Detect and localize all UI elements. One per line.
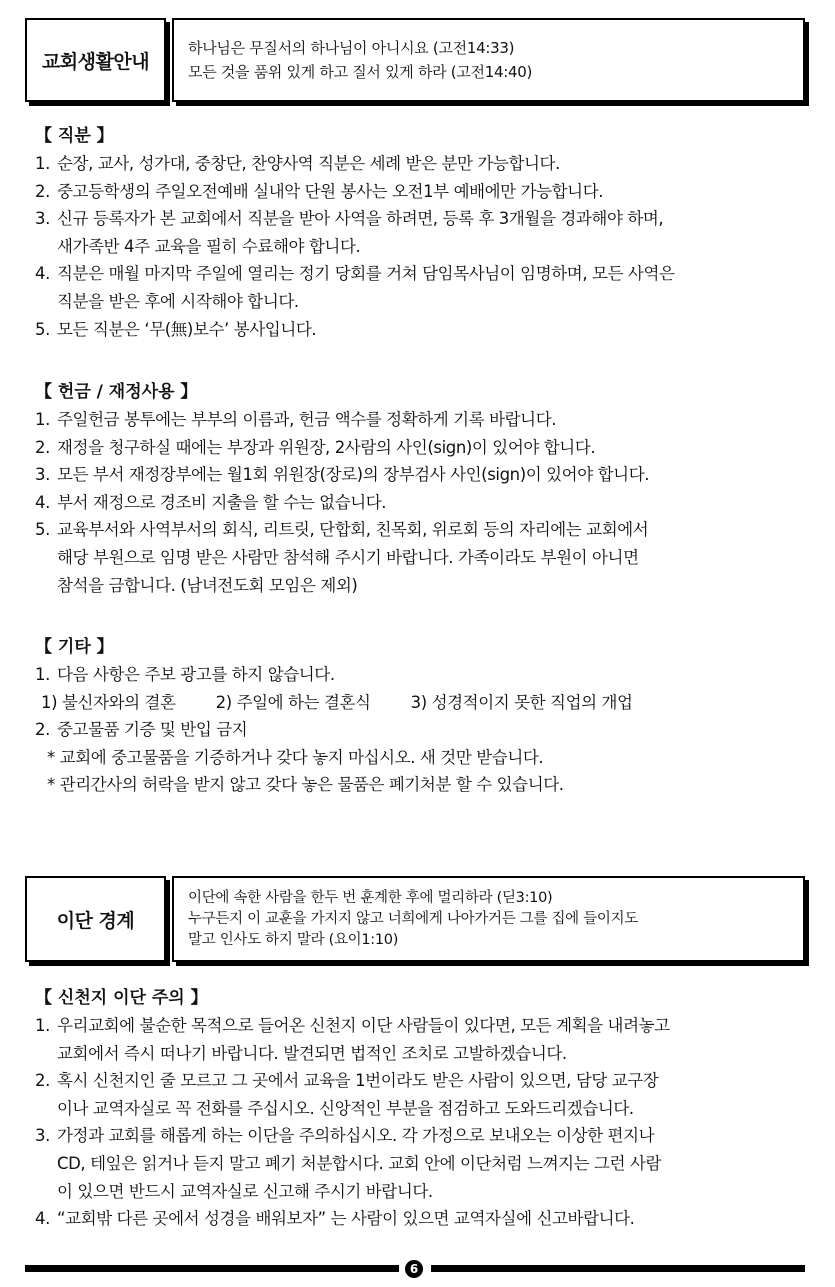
list-item [35,150,815,178]
scripture-quote-box [172,18,805,102]
item-text: 다음 사항은 주보 광고를 하지 않습니다. [57,665,335,684]
section-title: 【 헌금 / 재정사용 】 [35,382,198,402]
list-item [35,461,815,489]
item-text: 직분을 받은 후에 시작해야 합니다. [57,291,299,311]
item-text: 이나 교역자실로 꼭 전화를 주십시오. 신앙적인 부분을 점검하고 도와드리겠습니다. [57,1098,634,1118]
item-number: 4. [35,492,50,512]
list-item [35,1012,815,1067]
item-number: 3. [35,465,50,485]
item-text: 가정과 교회를 해롭게 하는 이단을 주의하십시오. 각 가정으로 보내오는 이상한 편지나 [57,1126,655,1146]
item-number: 4. [35,1209,50,1229]
item-text: 교회에서 즉시 떠나기 바랍니다. 발견되면 법적인 조치로 고발하겠습니다. [57,1043,567,1063]
item-text: 순장, 교사, 성가대, 중창단, 찬양사역 직분은 세례 받은 분만 가능합니다. [57,154,560,173]
item-text: 중고등학생의 주일오전예배 실내악 단원 봉사는 오전1부 예배에만 가능합니다. [57,181,604,201]
item-number: 5. [35,319,50,339]
header-church-life-guide [25,18,805,102]
section-offering-finance [35,378,815,599]
list-item [35,434,815,462]
section-title: 【 기타 】 [35,637,114,657]
sub-item: 1) 불신자와의 결혼 [41,692,176,712]
item-text: 직분은 매월 마지막 주일에 열리는 정기 당회를 거쳐 담임목사님이 임명하며, 모든 사역은 [57,264,675,284]
item-text: 신규 등록자가 본 교회에서 직분을 받아 사역을 하려면, 등록 후 3개월을 경과해야 하며, [57,209,664,229]
item-number: 5. [35,520,50,540]
item-number: 1. [35,154,50,173]
item-text: 부서 재정으로 경조비 지출을 할 수는 없습니다. [57,492,387,512]
page-number: 6 [405,1260,423,1278]
quote-line: 하나님은 무질서의 하나님이 아니시요 (고전14:33) [188,39,515,57]
note-line: * 관리간사의 허락을 받지 않고 갖다 놓은 물품은 폐기처분 할 수 있습니다. [47,775,564,795]
item-number: 2. [35,720,50,740]
item-number: 1. [35,410,50,429]
item-text: 해당 부원으로 임명 받은 사람만 참석해 주시기 바랍니다. 가족이라도 부원이 아니면 [57,547,639,567]
list-item [35,178,815,206]
list-item [35,516,815,599]
section-title: 【 신천지 이단 주의 】 [35,988,208,1008]
item-text: “교회밖 다른 곳에서 성경을 배워보자” 는 사람이 있으면 교역자실에 신고바랍니다. [57,1209,635,1229]
item-text: 이 있으면 반드시 교역자실로 신고해 주시기 바랍니다. [57,1181,433,1201]
sub-item: 2) 주일에 하는 결혼식 [215,692,371,712]
list-item [35,205,815,260]
quote-line: 말고 인사도 하지 말라 (요이1:10) [188,931,399,948]
item-number: 2. [35,181,50,201]
item-number: 4. [35,264,50,284]
item-text: 참석을 금합니다. (남녀전도회 모임은 제외) [57,575,358,595]
item-text: 모든 부서 재정장부에는 월1회 위원장(장로)의 장부검사 사인(sign)이 있어야 합니다. [57,465,650,485]
header-label: 이단 경계 [25,876,166,962]
quote-line: 이단에 속한 사람을 한두 번 훈계한 후에 멀리하라 (딛3:10) [188,889,553,906]
item-text: 우리교회에 불순한 목적으로 들어온 신천지 이단 사람들이 있다면, 모든 계획을 내려놓고 [57,1016,670,1035]
list-item [35,1067,815,1122]
list-item [35,406,815,434]
item-number: 2. [35,1071,50,1091]
quote-line: 모든 것을 품위 있게 하고 질서 있게 하라 (고전14:40) [188,63,532,81]
item-number: 1. [35,1016,50,1035]
item-text: 중고물품 기증 및 반입 금지 [57,720,248,740]
section-shincheonji-warning [35,984,815,1233]
scripture-quote-box [172,876,805,962]
item-text: 모든 직분은 ‘무(無)보수’ 봉사입니다. [57,319,317,339]
list-item [35,260,815,315]
item-text: 재정을 청구하실 때에는 부장과 위원장, 2사람의 사인(sign)이 있어야 합니다. [57,437,596,457]
header-heresy-warning [25,876,805,962]
item-text: CD, 테잎은 읽거나 듣지 말고 폐기 처분합시다. 교회 안에 이단처럼 느껴지는 그런 사람 [57,1153,662,1173]
list-item [35,1122,815,1205]
list-item [35,489,815,517]
item-text: 새가족반 4주 교육을 필히 수료해야 합니다. [57,236,361,256]
list-item [35,1205,815,1233]
list-item [35,661,815,689]
section-title: 【 직분 】 [35,126,114,146]
item-text: 교육부서와 사역부서의 회식, 리트릿, 단합회, 친목회, 위로회 등의 자리에는 교회에서 [57,520,649,540]
item-number: 2. [35,437,50,457]
sub-item: 3) 성경적이지 못한 직업의 개업 [410,692,633,712]
section-duties [35,122,815,343]
section-misc [35,633,815,799]
list-item [35,716,815,744]
note-line: * 교회에 중고물품을 기증하거나 갖다 놓지 마십시오. 새 것만 받습니다. [47,747,544,767]
item-text: 혹시 신천지인 줄 모르고 그 곳에서 교육을 1번이라도 받은 사람이 있으면, 담당 교구장 [57,1071,659,1091]
sub-list [35,689,815,717]
item-number: 3. [35,1126,50,1146]
footer-rule-right [431,1265,805,1272]
header-label: 교회생활안내 [25,18,166,102]
quote-line: 누구든지 이 교훈을 가지지 않고 너희에게 나아가거든 그를 집에 들이지도 [188,910,638,927]
item-text: 주일헌금 봉투에는 부부의 이름과, 헌금 액수를 정확하게 기록 바랍니다. [57,410,557,429]
list-item [35,316,815,344]
item-number: 3. [35,209,50,229]
item-number: 1. [35,665,50,684]
footer-rule-left [25,1265,399,1272]
page-footer [25,1262,805,1276]
